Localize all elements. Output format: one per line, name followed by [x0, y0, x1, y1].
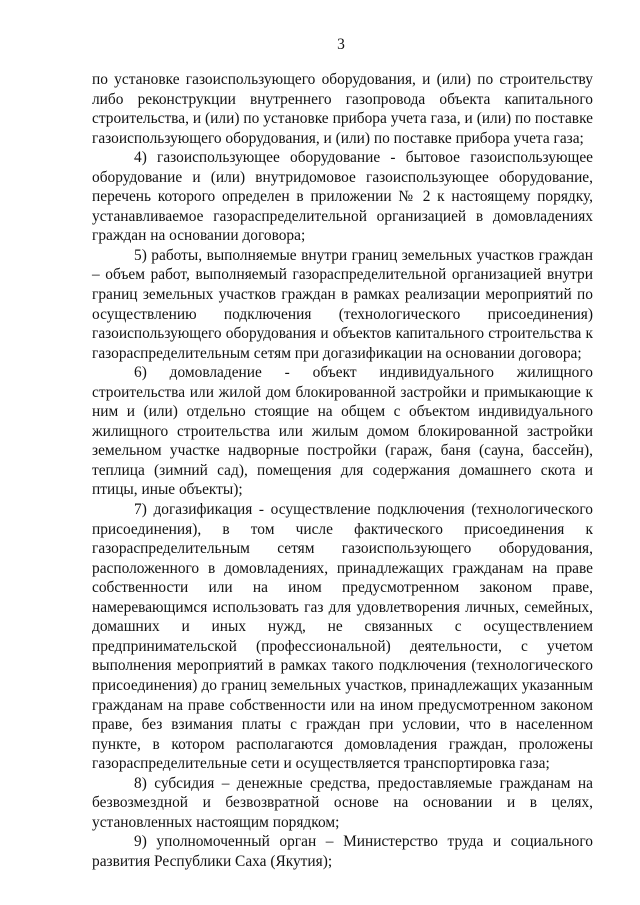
page-number: 3	[337, 36, 345, 53]
document-body	[92, 70, 593, 871]
paragraph-item-8-subsidy: 8) субсидия – денежные средства, предоставляемые гражданам на безвозмездной и безвозвратной основе на основании и в целях, установленных настоящим порядком;	[92, 774, 593, 831]
paragraph-continuation: по установке газоиспользующего оборудования, и (или) по строительству либо реконструкции внутреннего газопровода объекта капитального строительства, и (или) по установке прибора учета газа, и (или) по поставке газоиспользующего оборудования, и (или) по поставке прибора учета газа;	[92, 71, 593, 147]
paragraph-item-5-works-within-land-plots: 5) работы, выполняемые внутри границ земельных участков граждан – объем работ, выполняемый газораспределительной организацией внутри границ земельных участков граждан в рамках реализации мероприятий по осуществлению подключения (технологического присоединения) газоиспользующего оборудования и объектов капитального строительства к газораспределительным сетям при догазификации на основании договора;	[92, 246, 593, 362]
paragraph-item-7-additional-gasification: 7) догазификация - осуществление подключения (технологического присоединения), в том числе фактического присоединения к газораспределительным сетям газоиспользующего оборудования, расположенного в домовладениях, принадлежащих гражданам на праве собственности или на ином предусмотренном законом праве, намеревающимся использовать газ для удовлетворения личных, семейных, домашних и иных нужд, не связанных с осуществлением предпринимательской (профессиональной) деятельности, с учетом выполнения мероприятий в рамках такого подключения (технологического присоединения) до границ земельных участков, принадлежащих указанным гражданам на праве собственности или на ином предусмотренном законом праве, без взимания платы с граждан при условии, что в населенном пункте, в котором располагаются домовладения граждан, проложены газораспределительные сети и осуществляется транспортировка газа;	[92, 501, 593, 773]
paragraph-item-9-authorized-body: 9) уполномоченный орган – Министерство труда и социального развития Республики Саха (Якутия);	[92, 833, 593, 870]
paragraph-item-6-household: 6) домовладение - объект индивидуального жилищного строительства или жилой дом блокированной застройки и примыкающие к ним и (или) отдельно стоящие на общем с объектом индивидуального жилищного строительства или жилым домом блокированной застройки земельном участке надворные постройки (гараж, баня (сауна, бассейн), теплица (зимний сад), помещения для содержания домашнего скота и птицы, иные объекты);	[92, 364, 593, 499]
paragraph-item-4-gas-equipment: 4) газоиспользующее оборудование - бытовое газоиспользующее оборудование и (или) внутридомовое газоиспользующее оборудование, перечень которого определен в приложении № 2 к настоящему порядку, устанавливаемое газораспределительной организацией в домовладениях граждан на основании договора;	[92, 149, 593, 245]
